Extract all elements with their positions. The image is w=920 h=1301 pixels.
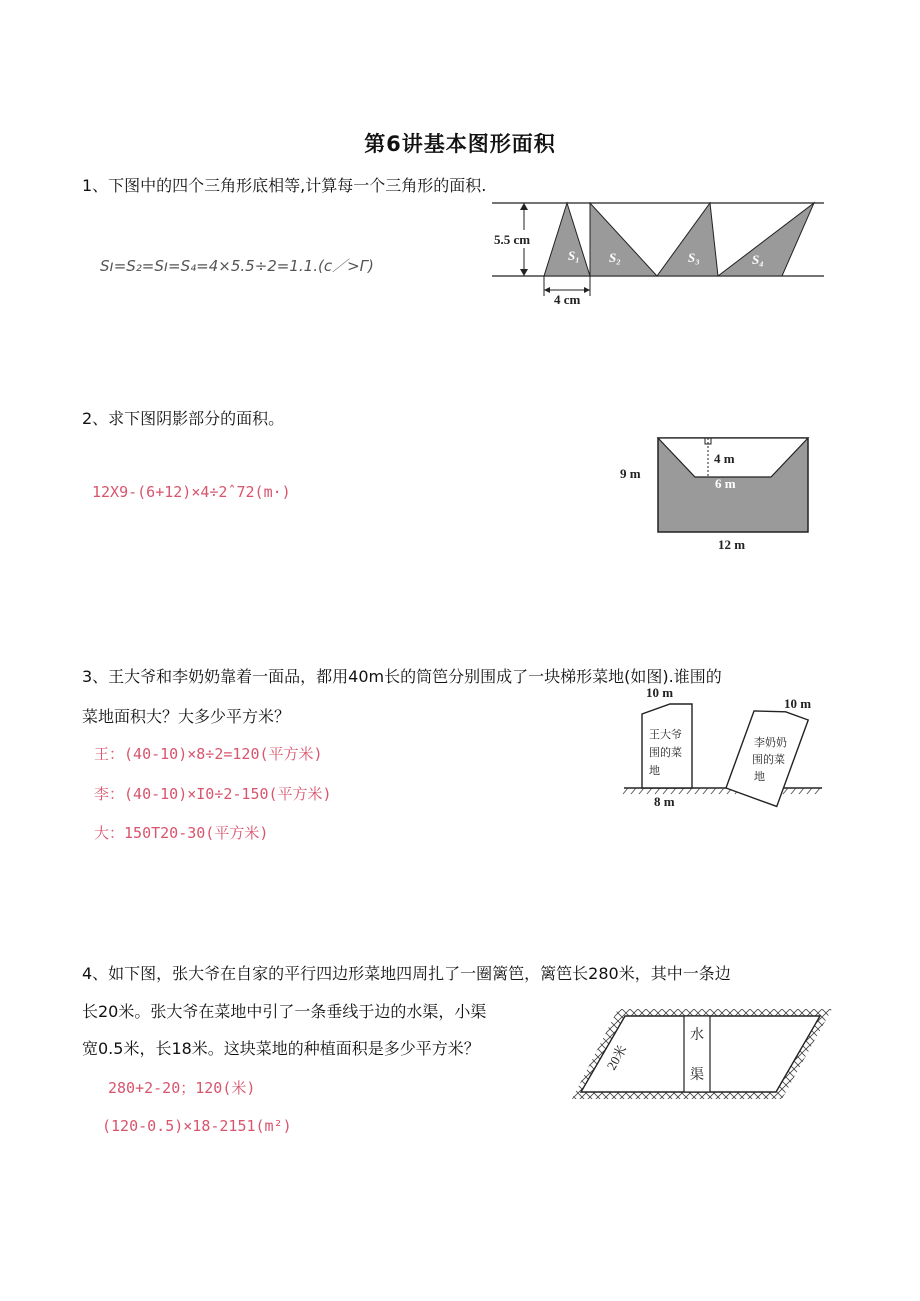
question-2-text: 2、求下图阴影部分的面积。	[82, 409, 285, 428]
width-label: 12 m	[718, 537, 746, 552]
answer-3-diff-text: 150T20-30(平方米)	[124, 824, 269, 842]
question-4-line-2: 长20米。张大爷在菜地中引了一条垂线于边的水渠，小渠	[82, 1002, 487, 1021]
answer-3-wang-prefix: 王：	[94, 745, 125, 763]
question-4-line-3: 宽0.5米，长18米。这块菜地的种植面积是多少平方米？	[82, 1039, 480, 1058]
triangle-s1	[544, 203, 590, 276]
li-top-label: 10 m	[784, 696, 812, 711]
answer-3-wang-text: (40-10)×8÷2=120(平方米)	[124, 745, 323, 763]
question-3-line-1: 3、王大爷和李奶奶靠着一面品，都用40m长的筒笆分别围成了一块梯形菜地(如图).谁围的	[82, 667, 722, 686]
wang-text-2: 围的菜	[649, 747, 682, 759]
parallelogram-garden-figure	[570, 1005, 836, 1105]
trapezoid-gardens-figure	[622, 682, 828, 810]
answer-1: Sı=S₂=Sı=S₄=4×5.5÷2=1.1.(c／>Γ)	[100, 257, 374, 275]
answer-2: 12X9-(6+12)×4÷2ˆ72(m·)	[92, 483, 291, 501]
wang-text-1: 王大爷	[649, 729, 682, 741]
triangles-figure	[492, 196, 832, 306]
triangle-s3	[657, 203, 718, 276]
answer-3-diff	[94, 822, 268, 843]
canal-label-bottom: 渠	[690, 1068, 704, 1083]
answer-3-diff-prefix: 大：	[94, 824, 125, 842]
height-label: 5.5 cm	[494, 232, 531, 247]
s2-label: S₂	[609, 250, 621, 265]
li-text-1: 李奶奶	[754, 737, 787, 749]
answer-4-line-2: (120-0.5)×18-2151(m²)	[102, 1117, 292, 1135]
answer-3-li	[94, 783, 332, 804]
depth-label: 4 m	[714, 451, 735, 466]
answer-3-wang	[94, 743, 323, 764]
top-label: 6 m	[715, 476, 736, 491]
triangle-s4	[718, 203, 814, 276]
page-title: 第6讲基本图形面积	[364, 132, 556, 156]
triangle-s2	[590, 203, 657, 276]
wang-text-3: 地	[649, 765, 660, 777]
canal-label-top: 水	[690, 1028, 704, 1043]
side-label: 20米	[603, 1042, 630, 1073]
s1-label: S₁	[568, 248, 580, 263]
answer-3-li-prefix: 李：	[94, 785, 125, 803]
s3-label: S₃	[688, 250, 700, 265]
wang-top-label: 10 m	[646, 685, 674, 700]
question-4-line-1: 4、如下图，张大爷在自家的平行四边形菜地四周扎了一圈篱笆，篱笆长280米，其中一条边	[82, 964, 731, 983]
answer-3-li-text: (40-10)×I0÷2-150(平方米)	[124, 785, 332, 803]
shaded-rectangle-figure	[618, 430, 818, 558]
height-label: 9 m	[620, 466, 641, 481]
answer-4-line-1: 280+2-20；120(米)	[108, 1079, 256, 1097]
li-text-3: 地	[754, 771, 765, 783]
base-label: 4 cm	[554, 292, 581, 306]
s4-label: S₄	[752, 252, 764, 267]
question-3-line-2: 菜地面积大？大多少平方米？	[82, 707, 291, 726]
question-1-text: 1、下图中的四个三角形底相等,计算每一个三角形的面积.	[82, 176, 487, 195]
bottom-label: 8 m	[654, 794, 675, 809]
li-text-2: 围的菜	[752, 754, 785, 766]
